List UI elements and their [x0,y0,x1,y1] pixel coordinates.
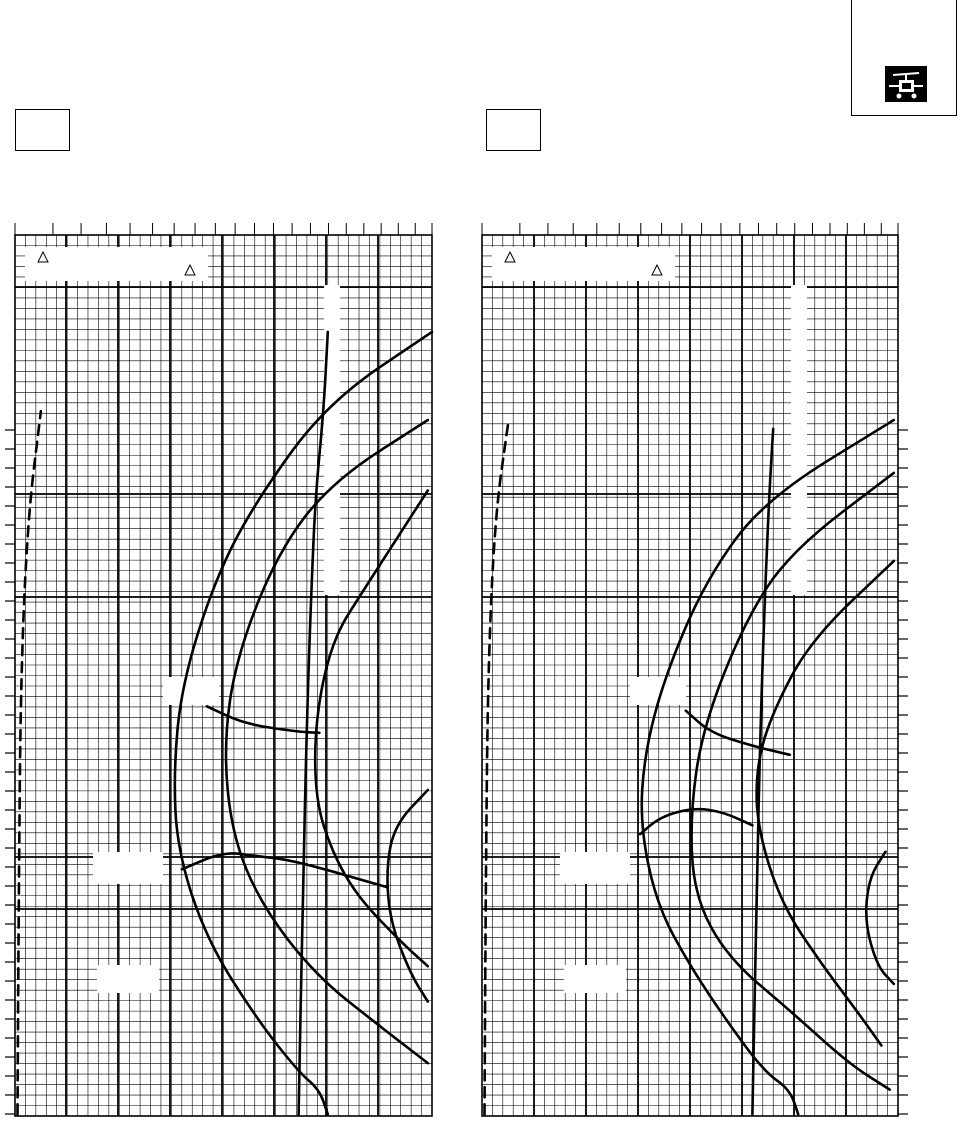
chart-panel-1 [5,223,432,1116]
curve-label-box [97,965,159,993]
chart-panel-2 [482,223,908,1116]
series-line-2 [299,332,328,1114]
series-line-1 [18,411,41,1114]
limit-band [324,285,340,595]
series-line-7 [640,809,752,834]
curve-label-box [93,852,163,884]
legend-box [25,247,208,281]
series-line-7 [182,853,386,886]
series-line-1 [485,420,509,1114]
curve-label-box [163,677,219,705]
curve-label-box [560,852,630,884]
curve-label-box [564,965,626,993]
series-line-3 [175,332,432,1114]
grid [15,235,432,1116]
legend-box [492,247,675,281]
series-line-6 [866,852,894,984]
